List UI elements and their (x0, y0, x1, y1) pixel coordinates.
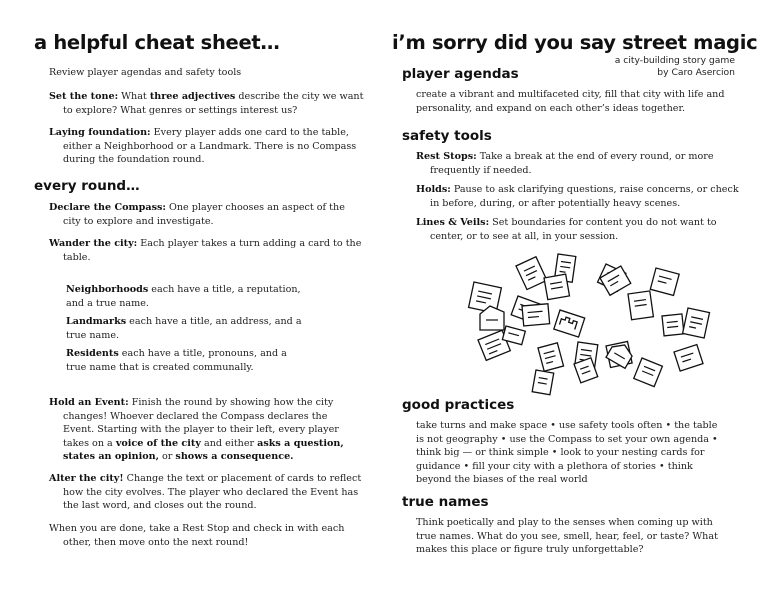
event-bold-2: asks a question, states an opinion, (63, 437, 344, 462)
every-round-heading: every round… (34, 178, 140, 194)
player-agendas-heading: player agendas (402, 66, 519, 82)
compass-label: Declare the Compass: (49, 202, 166, 213)
card-illustration (544, 274, 569, 299)
rest-stops-label: Rest Stops: (416, 151, 477, 162)
card-illustration (522, 304, 550, 326)
event-text-3: or (158, 451, 176, 462)
card-illustration (532, 370, 554, 395)
card-illustration (674, 345, 703, 371)
residents-label: Residents (66, 348, 119, 359)
residents-card (66, 347, 294, 374)
set-tone-text-b: describe the city we want to explore? What genres or settings interest us? (63, 91, 364, 116)
lines-and-veils (416, 216, 742, 243)
wander-text: Each player takes a turn adding a card to the table. (63, 238, 362, 263)
event-text-1: Finish the round by showing how the city changes! Whoever declared the Compass declares the Event. Starting with the player to their left, every player takes on a (63, 397, 339, 449)
card-illustration (538, 343, 564, 371)
lines-veils-label: Lines & Veils: (416, 217, 490, 228)
rest-stops-text: Take a break at the end of every round, or more frequently if needed. (430, 151, 714, 176)
when-done: When you are done, take a Rest Stop and check in with each other, then move onto the next round! (49, 523, 345, 548)
landmarks-label: Landmarks (66, 316, 127, 327)
good-practices-text: take turns and make space • use safety tools often • the table is not geography • use the Compass to set your own agenda • think big — or think simple • look to your nesting cards for guidance • fill your city with a plethora of stories • think beyond the biases of the real world (416, 420, 718, 485)
subtitle-line-1: a city-building story game (614, 55, 735, 66)
hold-an-event (49, 396, 361, 464)
neighborhoods-card (66, 283, 306, 310)
landmarks-text: each have a title, an address, and a true name. (66, 316, 302, 341)
right-page-title: i’m sorry did you say street magic (392, 31, 758, 54)
set-the-tone (49, 90, 365, 117)
holds-text: Pause to ask clarifying questions, raise concerns, or check in before, during, or after potentially heavy scenes. (430, 184, 739, 209)
good-practices-heading: good practices (402, 397, 515, 413)
foundation-label: Laying foundation: (49, 127, 151, 138)
laying-foundation (49, 126, 365, 167)
residents-text: each have a title, pronouns, and a true name that is created communally. (66, 348, 287, 373)
set-tone-text-a: What (118, 91, 150, 102)
holds (416, 183, 742, 210)
building-card-illustration (554, 310, 585, 337)
scattered-cards-illustration (466, 248, 726, 396)
neighborhoods-text: each have a title, a reputation, and a true name. (66, 284, 301, 309)
true-names-text: Think poetically and play to the senses when coming up with true names. What do you see, smell, hear, feel, or taste? What makes this place or figure truly unforgettable? (416, 517, 718, 555)
card-illustration (650, 268, 679, 295)
event-text-2: and either (200, 437, 258, 449)
alter-label: Alter the city! (49, 473, 124, 484)
card-illustration (628, 291, 653, 320)
card-illustration (516, 257, 547, 290)
subtitle-line-2: by Caro Asercion (657, 67, 735, 78)
holds-label: Holds: (416, 184, 451, 195)
lines-veils-text: Set boundaries for content you do not want to center, or to see at all, in your session. (430, 217, 717, 242)
subtitle (535, 55, 735, 79)
left-page-title: a helpful cheat sheet… (34, 31, 280, 54)
wander-label: Wander the city: (49, 238, 138, 249)
safety-tools-heading: safety tools (402, 128, 492, 144)
foundation-text: Every player adds one card to the table, either a Neighborhood or a Landmark. There is no Compass during the foundation round. (63, 127, 357, 165)
true-names-heading: true names (402, 494, 489, 510)
set-tone-label: Set the tone: (49, 91, 119, 102)
event-bold-3: shows a consequence. (175, 451, 294, 462)
card-illustration (634, 358, 663, 387)
card-illustration (683, 308, 710, 338)
neighborhoods-label: Neighborhoods (66, 284, 149, 295)
event-label: Hold an Event: (49, 397, 129, 408)
landmarks-card (66, 315, 306, 342)
set-tone-bold: three adjectives (149, 91, 236, 102)
event-bold-1: voice of the city (115, 437, 201, 449)
alter-the-city (49, 472, 365, 513)
player-agendas-text: create a vibrant and multifaceted city, fill that city with life and personality, and expand on each other’s ideas together. (416, 89, 725, 114)
wander-city (49, 237, 365, 264)
card-illustration (662, 314, 684, 336)
alter-text: Change the text or placement of cards to reflect how the city evolves. The player who declared the Event has the last word, and closes out the round. (63, 473, 362, 511)
declare-compass (49, 201, 365, 228)
rest-stops (416, 150, 742, 177)
intro-line: Review player agendas and safety tools (49, 67, 242, 78)
compass-text: One player chooses an aspect of the city to explore and investigate. (63, 202, 345, 227)
